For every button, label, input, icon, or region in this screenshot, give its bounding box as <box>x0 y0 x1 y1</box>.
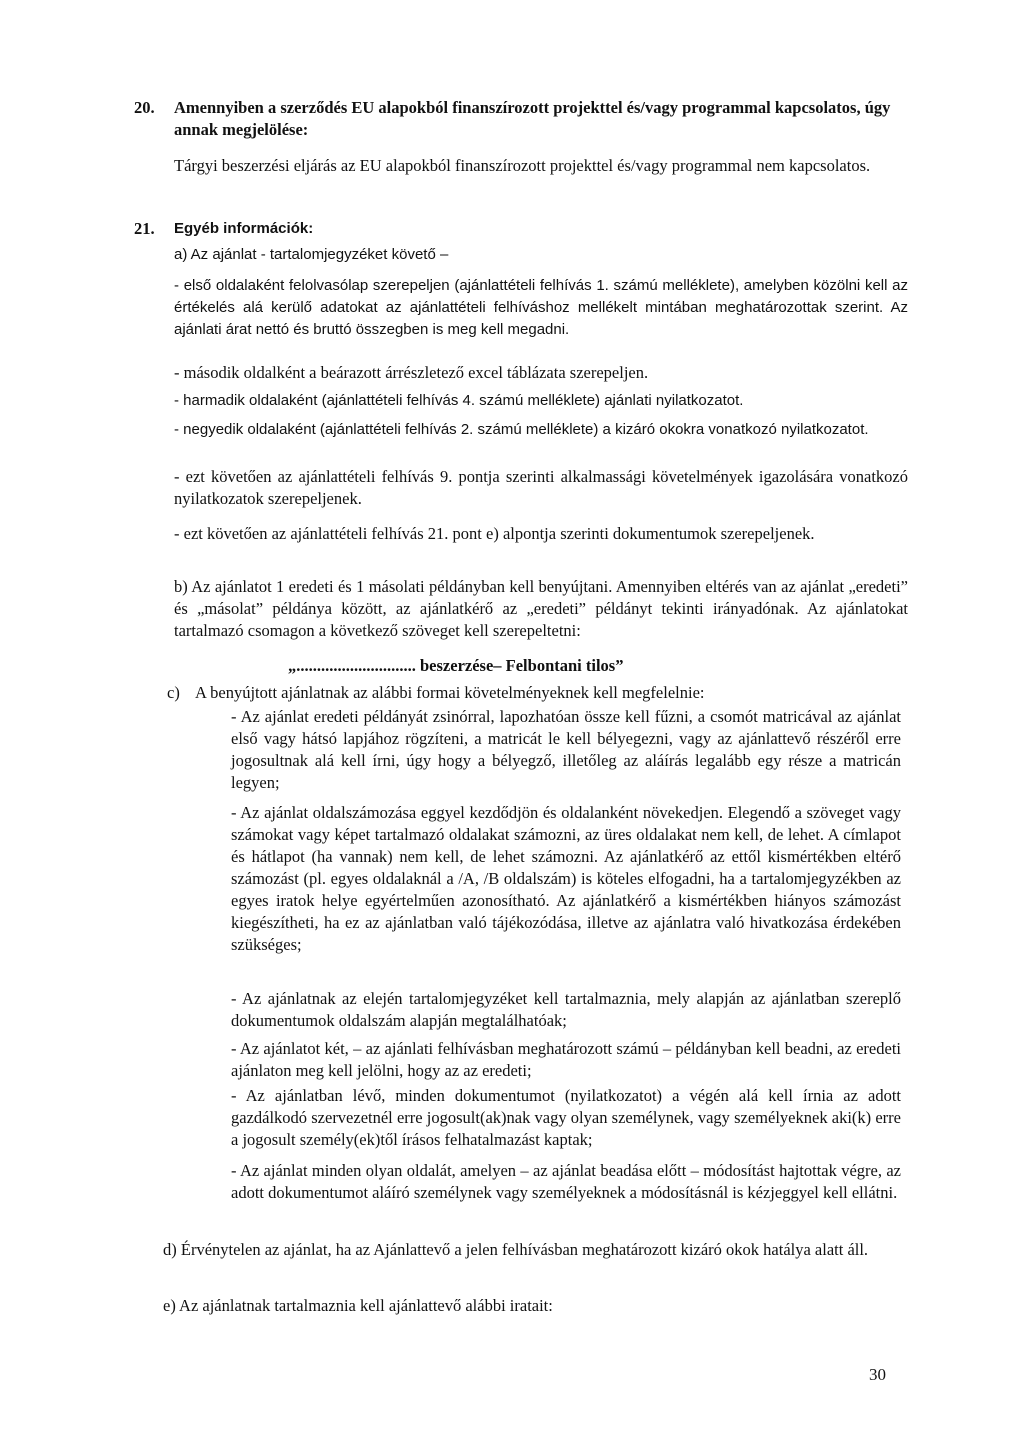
a-item-6: - ezt követően az ajánlattételi felhívás 21. pont e) alpontja szerinti dokumentumok szerepeljenek. <box>174 524 815 543</box>
a-item-2: - második oldalként a beárazott árrészletező excel táblázata szerepeljen. <box>174 363 649 382</box>
section-21-a-intro: a) Az ajánlat - tartalomjegyzéket követő – <box>174 246 449 263</box>
a-item-4: - negyedik oldalaként (ajánlattételi felhívás 2. számú melléklete) a kizáró okokra vonatkozó nyilatkozatot. <box>174 421 869 438</box>
c-marker: c) <box>167 683 180 702</box>
section-21-heading: Egyéb információk: <box>174 220 314 237</box>
a-item-5: - ezt követően az ajánlattételi felhívás 9. pontja szerinti alkalmassági követelmények igazolására vonatkozó nyilatkozatok szerepeljenek. <box>174 467 908 508</box>
section-20-text: Tárgyi beszerzési eljárás az EU alapokból finanszírozott projekttel és/vagy programmal nem kapcsolatos. <box>174 156 871 175</box>
page-number: 30 <box>869 1365 886 1384</box>
d-paragraph: d) Érvénytelen az ajánlat, ha az Ajánlattevő a jelen felhívásban meghatározott kizáró okok hatálya alatt áll. <box>163 1240 869 1259</box>
section-20-number: 20. <box>134 98 155 117</box>
b-paragraph: b) Az ajánlatot 1 eredeti és 1 másolati példányban kell benyújtani. Amennyiben eltérés van az ajánlat „eredeti” és „másolat” példánya között, az ajánlatkérő az „eredeti” példányt tekinti irányadónak. Az ajánlatokat tartalmazó csomagon a következő szöveget kell szerepeltetni: <box>174 577 908 640</box>
a-item-1: - első oldalaként felolvasólap szerepeljen (ajánlattételi felhívás 1. számú melléklete), amelyben közölni kell az értékelés alá kerülő adatokat az ajánlattételi felhíváshoz mellékelt mintában meghatározottak szerint. Az ajánlati árat nettó és bruttó összegben is meg kell megadni. <box>174 277 908 338</box>
section-21-number: 21. <box>134 219 155 238</box>
c-item-2: - Az ajánlat oldalszámozása eggyel kezdődjön és oldalanként növekedjen. Elegendő a szöveget vagy számokat vagy képet tartalmazó oldalakat számozni, az üres oldalakat nem kell, de lehet. A címlapot és hátlapot (ha vannak) nem kell, de lehet számozni. Az ajánlatkérő az ettől kismértékben eltérő számozást (pl. egyes oldalaknál a /A, /B oldalszám) is köteles elfogadni, ha a tartalomjegyzékben az egyes iratok helye egyértelműen azonosítható. Az ajánlatkérő a kismértékben hiányos számozást kiegészítheti, ha ez az ajánlatban való tájékozódása, illetve az ajánlatra való hivatkozása érdekében szükséges; <box>231 803 901 954</box>
e-paragraph: e) Az ajánlatnak tartalmaznia kell ajánlattevő alábbi iratait: <box>163 1296 553 1315</box>
c-item-4: - Az ajánlatot két, – az ajánlati felhívásban meghatározott számú – példányban kell beadni, az eredeti ajánlaton meg kell jelölni, hogy az az eredeti; <box>231 1039 901 1080</box>
c-item-3: - Az ajánlatnak az elején tartalomjegyzéket kell tartalmaznia, mely alapján az ajánlatban szereplő dokumentumok oldalszám alapján megtalálhatóak; <box>231 989 901 1030</box>
c-item-6: - Az ajánlat minden olyan oldalát, amelyen – az ajánlat beadása előtt – módosítást hajtottak végre, az adott dokumentumot aláíró személynek vagy személyeknek a módosításnál is kézjeggyel kell ellátni. <box>231 1161 901 1202</box>
c-item-5: - Az ajánlatban lévő, minden dokumentumot (nyilatkozatot) a végén alá kell írnia az adott gazdálkodó szervezetnél erre jogosult(ak)nak vagy olyan személynek, vagy személyeknek aki(k) erre a jogosult személy(ek)től írásos felhatalmazást kaptak; <box>231 1086 901 1149</box>
c-intro: A benyújtott ajánlatnak az alábbi formai követelményeknek kell megfelelnie: <box>195 683 705 702</box>
section-20-heading: Amennyiben a szerződés EU alapokból finanszírozott projekttel és/vagy programmal kapcsolatos, úgy annak megjelölése: <box>174 98 891 139</box>
envelope-label: „............................. beszerzése– Felbontani tilos” <box>288 656 624 675</box>
c-item-1: - Az ajánlat eredeti példányát zsinórral, lapozhatóan össze kell fűzni, a csomót matricával az ajánlat első vagy hátsó lapjához rögzíteni, a matricát le kell bélyegezni, vagy az ajánlattevő részéről erre jogosultnak alá kell írni, úgy hogy a bélyegző, illetőleg az aláírás legalább egy része a matricán legyen; <box>231 707 901 792</box>
a-item-3: - harmadik oldalaként (ajánlattételi felhívás 4. számú melléklete) ajánlati nyilatkozatot. <box>174 392 744 409</box>
